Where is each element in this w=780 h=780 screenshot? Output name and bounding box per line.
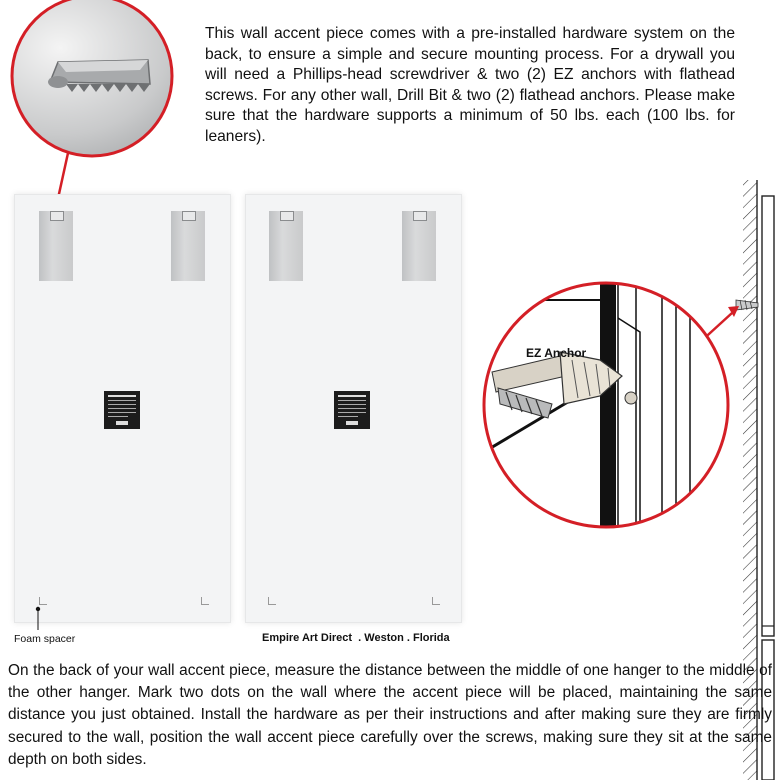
- instructions-paragraph: On the back of your wall accent piece, measure the distance between the middle of one hanger to the middle of the other hanger. Mark two dots on the wall where the accent piece will be placed, maintaining the same distance you just obtained. Install the hardware as per their instructions and after making sure they are firmly secured to the wall, position the wall accent piece carefully over the screws, making sure they sit at the same depth on both sides.: [8, 662, 772, 768]
- intro-paragraph: This wall accent piece comes with a pre-installed hardware system on the back, to ensure a simple and secure mounting process. For a drywall you will need a Phillips-head screwdriver & two (2) EZ anchors with flathead screws. For any other wall, Drill Bit & two (2) flathead anchors. Please make sure that the hardware supports a minimum of 50 lbs. each (100 lbs. for leaners).: [205, 25, 735, 145]
- foam-spacer-label: Foam spacer: [14, 633, 76, 645]
- credit-label: Empire Art Direct . Weston . Florida: [262, 632, 450, 644]
- ez-anchor-label: EZ Anchor: [526, 346, 587, 360]
